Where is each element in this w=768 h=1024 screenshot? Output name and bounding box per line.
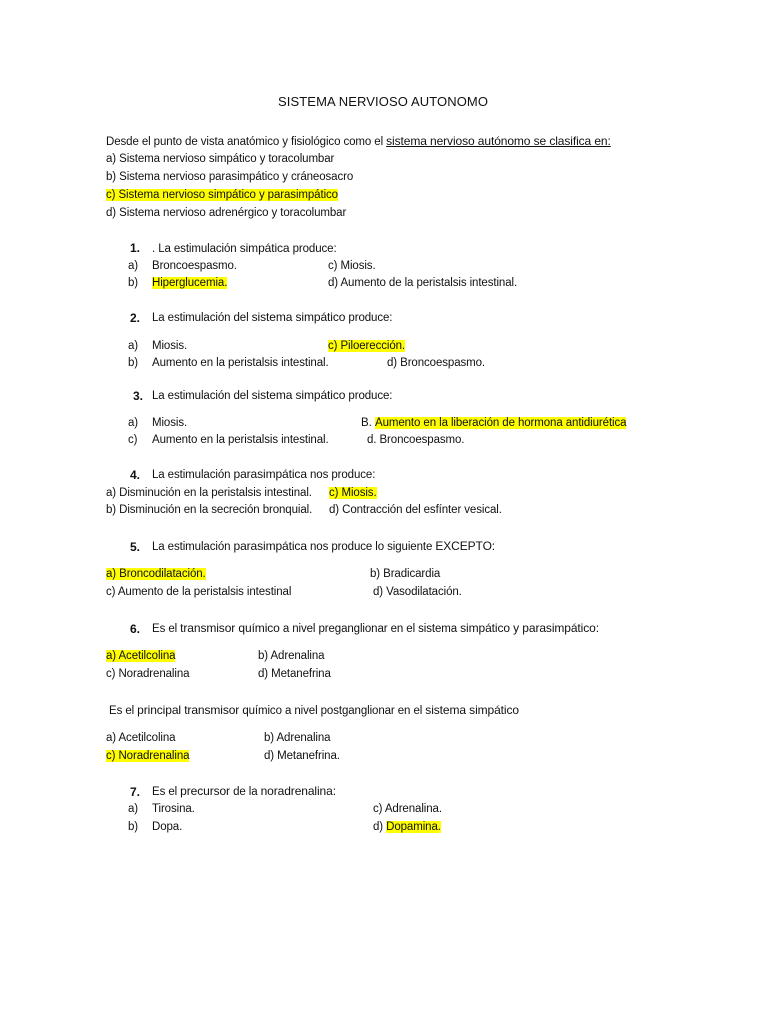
- q4-option-d: d) Contracción del esfínter vesical.: [329, 504, 502, 516]
- intro-option-c: c) Sistema nervioso simpático y parasimpático: [106, 189, 338, 201]
- q6-option-b: b) Adrenalina: [258, 650, 325, 662]
- q1-option-b: Hiperglucemia.: [152, 277, 228, 289]
- q2-number: 2.: [130, 311, 140, 325]
- q7-option-d: d) Dopamina.: [373, 821, 441, 833]
- q3-stem: La estimulación del sistema simpático produce:: [152, 388, 393, 402]
- intro-option-a: a) Sistema nervioso simpático y toracolumbar: [106, 153, 335, 165]
- q1-option-d: d) Aumento de la peristalsis intestinal.: [328, 277, 518, 289]
- q4-number: 4.: [130, 468, 140, 482]
- q6-stem: Es el transmisor químico a nivel preganglionar en el sistema simpático y parasimpático:: [152, 621, 599, 635]
- q3-option-b: Aumento en la liberación de hormona antidiurética: [375, 417, 627, 429]
- q3-c-mark: c): [128, 434, 138, 446]
- q6b-option-d: d) Metanefrina.: [264, 750, 340, 762]
- q7-option-c: c) Adrenalina.: [373, 803, 442, 815]
- q4-stem: La estimulación parasimpática nos produce:: [152, 467, 376, 481]
- q2-stem: La estimulación del sistema simpático produce:: [152, 310, 393, 324]
- q3-option-a: Miosis.: [152, 417, 188, 429]
- q5-option-c: c) Aumento de la peristalsis intestinal: [106, 586, 292, 598]
- q7-stem: Es el precursor de la noradrenalina:: [152, 784, 336, 798]
- q2-option-d: d) Broncoespasmo.: [387, 357, 486, 369]
- q7-a-mark: a): [128, 803, 139, 815]
- q6b-option-b: b) Adrenalina: [264, 732, 331, 744]
- q1-a-mark: a): [128, 260, 139, 272]
- q1-option-a: Broncoespasmo.: [152, 260, 237, 272]
- q5-option-d: d) Vasodilatación.: [373, 586, 462, 598]
- intro-question: Desde el punto de vista anatómico y fisiológico como el sistema nervioso autónomo se clasifica en:: [106, 134, 611, 148]
- q4-option-b: b) Disminución en la secreción bronquial.: [106, 504, 313, 516]
- q1-stem: . La estimulación simpática produce:: [152, 241, 337, 255]
- q6b-stem: Es el principal transmisor químico a nivel postganglionar en el sistema simpático: [109, 703, 519, 717]
- q5-number: 5.: [130, 540, 140, 554]
- q2-a-mark: a): [128, 340, 139, 352]
- q7-option-b: Dopa.: [152, 821, 183, 833]
- q4-option-c: c) Miosis.: [329, 487, 377, 499]
- q5-stem: La estimulación parasimpática nos produce lo siguiente EXCEPTO:: [152, 539, 496, 553]
- q1-number: 1.: [130, 241, 140, 255]
- q3-option-d: d. Broncoespasmo.: [367, 434, 465, 446]
- q6-number: 6.: [130, 622, 140, 636]
- q7-b-mark: b): [128, 821, 139, 833]
- q2-option-b: Aumento en la peristalsis intestinal.: [152, 357, 329, 369]
- q2-b-mark: b): [128, 357, 139, 369]
- q2-option-a: Miosis.: [152, 340, 188, 352]
- q6-option-d: d) Metanefrina: [258, 668, 331, 680]
- q3-number: 3.: [133, 389, 143, 403]
- page-title: SISTEMA NERVIOSO AUTONOMO: [278, 94, 489, 109]
- intro-key: sistema nervioso autónomo se clasifica en:: [386, 134, 611, 148]
- q2-option-c: c) Piloerección.: [328, 340, 406, 352]
- q6b-option-c: c) Noradrenalina: [106, 750, 190, 762]
- q4-option-a: a) Disminución en la peristalsis intestinal.: [106, 487, 312, 499]
- q6-option-a: a) Acetilcolina: [106, 650, 176, 662]
- q7-option-a: Tirosina.: [152, 803, 195, 815]
- q5-option-a: a) Broncodilatación.: [106, 568, 206, 580]
- q6b-option-a: a) Acetilcolina: [106, 732, 176, 744]
- intro-option-d: d) Sistema nervioso adrenérgico y toracolumbar: [106, 207, 347, 219]
- q3-option-c: Aumento en la peristalsis intestinal.: [152, 434, 329, 446]
- q7-number: 7.: [130, 785, 140, 799]
- q1-b-mark: b): [128, 277, 139, 289]
- q6-option-c: c) Noradrenalina: [106, 668, 190, 680]
- q3-a-mark: a): [128, 417, 139, 429]
- q3-b-mark: B.: [361, 417, 372, 429]
- q5-option-b: b) Bradicardia: [370, 568, 441, 580]
- q1-option-c: c) Miosis.: [328, 260, 376, 272]
- intro-option-b: b) Sistema nervioso parasimpático y cráneosacro: [106, 171, 354, 183]
